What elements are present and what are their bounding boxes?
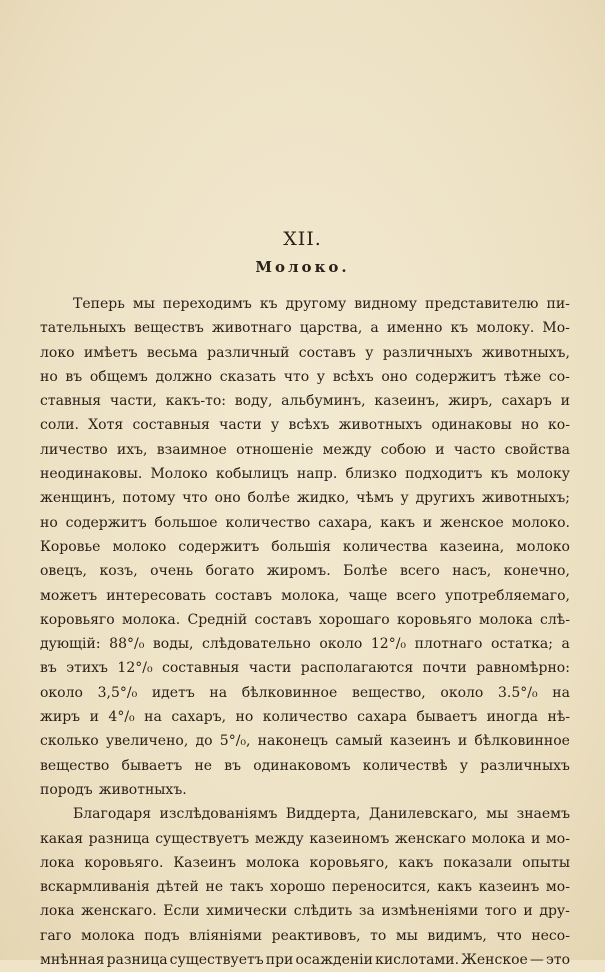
text-line: неодинаковы. Молоко кобылицъ напр. близко подходитъ къ молоку bbox=[40, 466, 570, 483]
text-line: сколько увеличено, до 5°/₀, наконецъ самый казеинъ и бѣлковинное bbox=[40, 733, 570, 750]
chapter-title: Молоко. bbox=[255, 258, 350, 276]
text-line: но содержитъ большое количество сахара, какъ и женское молоко. bbox=[40, 514, 570, 531]
text-line: лока коровьяго. Казеинъ молока коровьяго, какъ показали опыты bbox=[40, 854, 570, 871]
text-line: какая разница существуетъ между казеиномъ женскаго молока и мо- bbox=[40, 830, 570, 847]
text-line: въ этихъ 12°/₀ составныя части располагаются почти равномѣрно: bbox=[40, 660, 570, 677]
text-line: Коровье молоко содержитъ большія количества казеина, молоко bbox=[40, 538, 570, 555]
text-line: вскармливанія дѣтей не такъ хорошо переносится, какъ казеинъ мо- bbox=[40, 879, 570, 896]
body-text bbox=[40, 292, 570, 972]
text-line: Теперь мы переходимъ къ другому видному представителю пи- bbox=[73, 296, 570, 312]
text-line: лока женскаго. Если химически слѣдить за измѣненіями того и дру- bbox=[40, 903, 570, 920]
text-line: породъ животныхъ. bbox=[40, 781, 187, 798]
text-line: овецъ, козъ, очень богато жиромъ. Болѣе всего насъ, конечно, bbox=[40, 563, 570, 580]
text-line: ставныя части, какъ-то: воду, альбуминъ, казеинъ, жиръ, сахаръ и bbox=[40, 393, 570, 410]
chapter-number: XII. bbox=[283, 228, 322, 250]
text-line: личество ихъ, взаимное отношеніе между собою и часто свойства bbox=[40, 441, 570, 458]
text-line: дующій: 88°/₀ воды, слѣдовательно около 12°/₀ плотнаго остатка; а bbox=[40, 636, 570, 653]
text-line: коровьяго молока. Средній составъ хорошаго коровьяго молока слѣ- bbox=[40, 611, 570, 628]
text-line: можетъ интересовать составъ молока, чаще всего употребляемаго, bbox=[40, 587, 570, 604]
text-line: женщинъ, потому что оно болѣе жидко, чѣмъ у другихъ животныхъ; bbox=[40, 490, 570, 507]
text-line: жиръ и 4°/₀ на сахаръ, но количество сахара бываетъ иногда нѣ- bbox=[40, 709, 570, 726]
text-line: вещество бываетъ не въ одинаковомъ количествѣ у различныхъ bbox=[40, 757, 570, 774]
text-line: тательныхъ веществъ животнаго царства, а именно къ молоку. Мо- bbox=[40, 320, 570, 337]
text-line: гаго молока подъ вліяніями реактивовъ, то мы видимъ, что несо- bbox=[40, 927, 570, 944]
text-line: соли. Хотя составныя части у всѣхъ животныхъ одинаковы но ко- bbox=[40, 417, 570, 434]
text-line: мнѣнная разница существуетъ при осажденіи кислотами. Женское — это bbox=[40, 952, 570, 969]
text-line: локо имѣетъ весьма различный составъ у различныхъ животныхъ, bbox=[40, 344, 570, 361]
text-line: Благодаря изслѣдованіямъ Виддерта, Данилевскаго, мы знаемъ bbox=[73, 806, 570, 823]
text-line: но въ общемъ должно сказать что у всѣхъ оно содержитъ тѣже со- bbox=[40, 368, 570, 385]
text-line: около 3,5°/₀ идетъ на бѣлковинное вещество, около 3.5°/₀ на bbox=[40, 684, 570, 701]
